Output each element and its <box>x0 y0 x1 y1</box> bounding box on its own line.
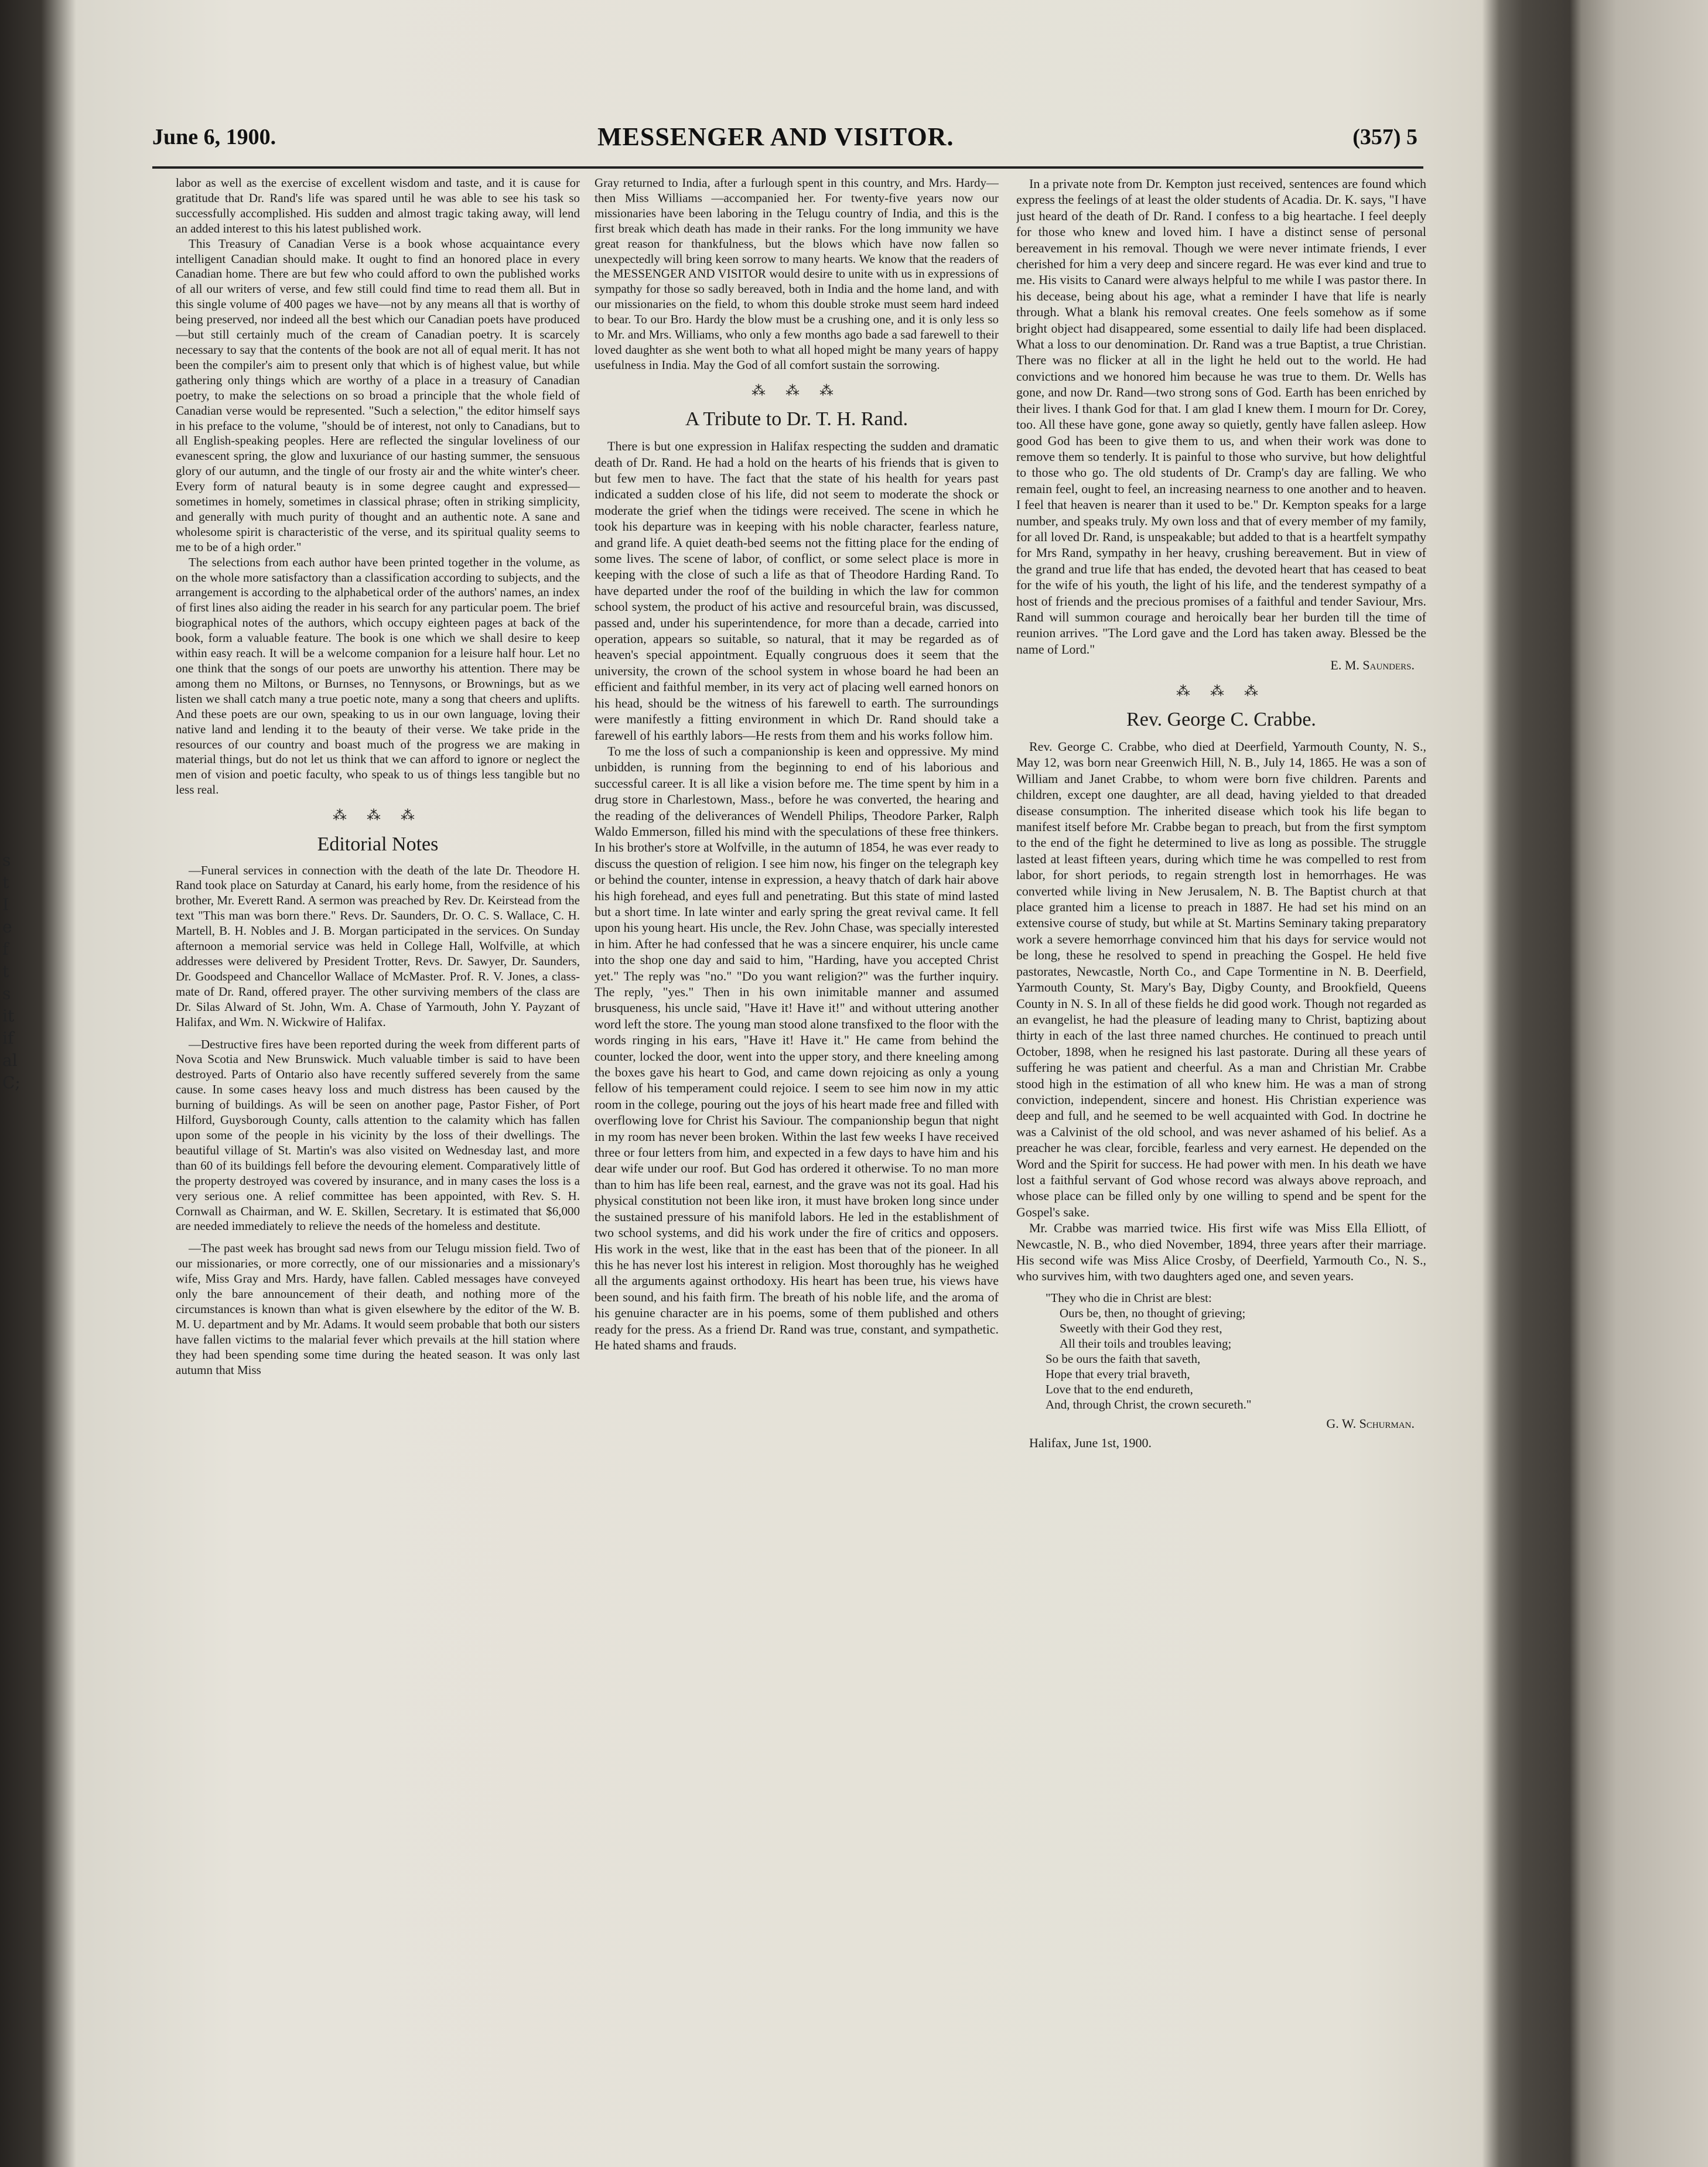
paragraph: The selections from each author have been printed together in the volume, as on the whole more satisfactory than a classification according to subjects, and the arrangement is according to the alphabetical order of the authors' names, an index of first lines also aiding the reader in his search for any particular poem. The brief biographical notes of the authors, which occupy eighteen pages at back of the book, form a valuable feature. The book is one which we shall desire to keep within easy reach. It will be a welcome companion for a leisure half hour. Let no one think that the songs of our poets are unworthy his attention. There may be among them no Miltons, or Burnses, no Tennysons, or Brownings, but as we listen we shall catch many a true poetic note, many a song that cheers and uplifts. And these poets are our own, speaking to us in our own language, loving their native land and lending it to the beauty of their verse. We take pride in the resources of our country and boast much of the progress we are making in material things, but do not let us think that we can afford to ignore or neglect the men of vision and poetic faculty, who speak to us of things less tangible but no less real. <box>176 555 580 797</box>
fragment-letter: t <box>2 873 9 892</box>
paragraph: To me the loss of such a companionship is keen and oppressive. My mind unbidden, is running from the beginning to end of his laborious and successful career. It is all like a vision before me. The time spent by him in a drug store in Charlestown, Mass., before he was converted, the hearing and the reading of the deliverances of Wendell Philips, Theodore Parker, Ralph Waldo Emmerson, filled his mind with the speculations of these free thinkers. In his brother's store at Wolfville, in the autumn of 1854, he was ever ready to discuss the question of religion. I see him now, his finger on the telegraph key or behind the counter, intense in expression, a heavy thatch of dark hair above his high forehead, and eyes full and penetrating. But this state of mind lasted but a short time. In late winter and early spring the great revival came. It fell upon his young heart. His uncle, the Rev. John Chase, was specially interested in him. After he had confessed that he was a sincere enquirer, his uncle came into the shop one day and said to him, "Harding, have you accepted Christ yet." The reply was "no." "Do you want religion?" was the further inquiry. The reply, "yes." Then in his own inimitable manner and assumed brusqueness, his uncle said, "Have it! Have it!" and without uttering another word left the store. The young man stood alone transfixed to the floor with the words ringing in his ears, "Have it! Have it." He came from behind the counter, locked the door, went into the upper story, and there kneeling among the boxes gave his heart to God, and came down rejoicing as only a young fellow of his temperament could rejoice. I seem to see him now in my attic room in the college, pouring out the joys of his heart made free and filled with overflowing love for Christ his Saviour. The companionship begun that night in my room has never been broken. Within the last few weeks I have received three or four letters from him, and expected in a few days to have him and his dear wife under our roof. But God has ordered it otherwise. To no man more than to him has life been real, earnest, and the grave was not its goal. Had his physical constitution not been like iron, it must have broken long since under the sustained pressure of his manifold labors. He led in the establishment of two school systems, and did his work under the fire of critics and opposers. His work in the west, like that in the east has been that of the pioneer. In all this he has never lost his interest in religion. Most thoroughly has he weighed all the arguments against orthodoxy. His heart has been true, his views have been sound, and his faith firm. The breath of his noble life, and the aroma of his genuine character are in his poems, some of them published and others ready for the press. As a friend Dr. Rand was true, constant, and sympathetic. He hated shams and frauds. <box>595 743 999 1352</box>
fragment-letter: if <box>2 1028 14 1048</box>
fragment-letter: f <box>2 939 9 959</box>
paragraph: Mr. Crabbe was married twice. His first wife was Miss Ella Elliott, of Newcastle, N. B., who died November, 1894, three years after their marriage. His second wife was Miss Alice Crosby, of Deerfield, Yarmouth Co., N. S., who survives him, with two daughters aged one, and seven years. <box>1016 1221 1426 1284</box>
fragment-letter: t <box>2 962 9 981</box>
paragraph: labor as well as the exercise of excellent wisdom and taste, and it is cause for gratitude that Dr. Rand's life was spared until he was able to see his task so successfully accomplished. His sudden and almost tragic taking away, will lend an added interest to this his latest published work. <box>176 176 580 235</box>
column-1 <box>176 176 580 2108</box>
issue-date: June 6, 1900. <box>152 125 276 149</box>
left-page-fragment <box>0 849 35 2167</box>
poem-line: Love that to the end endureth, <box>1046 1382 1193 1396</box>
signature: G. W. Schurman. <box>1326 1416 1415 1431</box>
fragment-letter: C; <box>2 1073 21 1092</box>
poem-line: Ours be, then, no thought of grieving; <box>1060 1305 1246 1320</box>
fragment-letter: e <box>2 917 12 936</box>
column-2 <box>595 176 999 2108</box>
fragment-letter: al <box>2 1051 18 1070</box>
section-heading-crabbe: Rev. George C. Crabbe. <box>1126 709 1316 730</box>
poem <box>1046 1290 1426 1412</box>
fragment-letter: I <box>2 895 9 914</box>
editorial-note: —The past week has brought sad news from our Telugu mission field. Two of our missionaries, or more correctly, one of our missionaries and a missionary's wife, Miss Gray and Mrs. Hardy, have fallen. Cabled messages have conveyed only the bare announcement of their death, and nothing more of the circumstances is known than what is given elsewhere by the editor of the W. B. M. U. department and by Mr. Adams. It would seem probable that both our sisters have fallen victims to the malarial fever which prevails at the hill station where they had been spending some time during the heated season. It was only last autumn that Miss <box>176 1241 580 1377</box>
column-3 <box>1016 176 1426 2108</box>
header-rule <box>152 166 1423 169</box>
paragraph: There is but one expression in Halifax respecting the sudden and dramatic death of Dr. Rand. He had a hold on the hearts of his friends that is given to but few men to have. The fact that the state of his health for years past indicated a sudden close of his life, did not seem to moderate the shock or moderate the grief when the tidings were received. The scene in which he took his departure was in keeping with his noble character, fearless nature, and grand life. A quiet death-bed seems not the fitting place for the ending of some lives. The scene of labor, of conflict, or some select place is more in keeping with the close of such a life as that of Theodore Harding Rand. To have departed under the roof of the building in which the law for common school system, the product of his active and resourceful brain, was discussed, passed and, under his superintendence, for more than a decade, carried into operation, appears so suitable, so natural, that it may be regarded as of heaven's special appointment. Equally congruous does it seem that the university, the crown of the school system in whose board he had been an efficient and faithful member, in its very act of placing well earned honors on his head, should be the witness of his farewell to earth. The surroundings were manifestly a fitting environment in which Dr. Rand should take a farewell of his earthly labors—He rests from them and his works follow him. <box>595 439 999 743</box>
fragment-letter: it <box>2 1006 15 1026</box>
paragraph: In a private note from Dr. Kempton just received, sentences are found which express the feelings of at least the older students of Acadia. Dr. K. says, "I have just heard of the death of Dr. Rand. I confess to a big heartache. I feel deeply for those who knew and loved him. I have a distinct sense of personal bereavement in his removal. Though we were never intimate friends, I ever cherished for him a very deep and sincere regard. He was ever kind and true to me. His visits to Canard were always helpful to me while I was pastor there. In his decease, being about his age, what a reminder I have that life is nearly through. What a blank his removal creates. One feels somehow as if some bright object had disappeared, some essential to daily life had been displaced. What a loss to our denomination. Dr. Rand was a true Baptist, a true Christian. There was no flicker at all in the light he held out to the world. He had convictions and we honored him because he was true to them. Dr. Wells has gone, and now Dr. Rand—two strong sons of God. Earth has been enriched by their lives. I thank God for that. I am glad I knew them. I mourn for Dr. Corey, too. All these have gone, gone away so quietly, gently have fallen asleep. How good God has been to give them to us, and when their work was done to remove them so tenderly. It is painful to those who survive, but how delightful to those who go. The old students of Dr. Cramp's day are falling. We who remain feel, ought to feel, an increasing nearness to one another and to heaven. I feel that heaven is nearer than it used to be." Dr. Kempton speaks for a large number, and speaks truly. My own loss and that of every member of my family, for all loved Dr. Rand, is unspeakable; but added to that is a heartfelt sympathy for Mrs Rand, sympathy in her heavy, crushing bereavement. But in view of the grand and true life that has ended, the devoted heart that has ceased to beat for the wife of his youth, the light of his life, and the tenderest sympathy of a host of friends and the precious promises of a faithful and tender Saviour, Mrs. Rand will summon courage and heroically bear her burden till the time of reunion arrives. "The Lord gave and the Lord has taken away. Blessed be the name of Lord." <box>1016 176 1426 657</box>
signature: E. M. Saunders. <box>1330 658 1415 673</box>
paragraph: Gray returned to India, after a furlough spent in this country, and Mrs. Hardy—then Miss Williams —accompanied her. For twenty-five years now our missionaries have been laboring in the Telugu country of India, and this is the first break which death has made in their ranks. For the long immunity we have great reason for thankfulness, but the blows which have now fallen so unexpectedly will bring keen sorrow to many hearts. We know that the readers of the MESSENGER AND VISITOR would desire to unite with us in expressions of sympathy for those so sadly bereaved, both in India and the home land, and with our missionaries on the field, to whom this double stroke must seem hard indeed to bear. To our Bro. Hardy the blow must be a crushing one, and it is only less so to Mr. and Mrs. Williams, who only a few months ago bade a sad farewell to their loved daughter as she went both to what all hoped might be many years of happy usefulness in India. May the God of all comfort sustain the sorrowing. <box>595 176 999 372</box>
poem-line: And, through Christ, the crown secureth." <box>1046 1397 1252 1411</box>
section-heading-tribute: A Tribute to Dr. T. H. Rand. <box>685 408 908 430</box>
editorial-note: —Destructive fires have been reported during the week from different parts of Nova Scotia and New Brunswick. Much valuable timber is said to have been destroyed. Parts of Ontario also have recently suffered severely from the same cause. In some cases heavy loss and much distress has been caused by the burning of buildings. As will be seen on another page, Pastor Fisher, of Port Hilford, Guysborough County, calls attention to the calamity which has fallen upon some of the people in his vicinity by the loss of their dwellings. The beautiful village of St. Martin's was also visited on Wednesday last, and more than 60 of its buildings fell before the devouring element. Comparatively little of the property destroyed was covered by insurance, and in many cases the loss is a very serious one. A relief committee has been appointed, with Rev. S. H. Cornwall as Chairman, and W. E. Skillen, Secretary. It is estimated that $6,000 are needed immediately to relieve the needs of the homeless and destitute. <box>176 1037 580 1233</box>
poem-line: All their toils and troubles leaving; <box>1060 1336 1232 1351</box>
section-ornament: ⁂ ⁂ ⁂ <box>1176 683 1266 699</box>
section-ornament: ⁂ ⁂ ⁂ <box>333 808 423 824</box>
page-number: (357) 5 <box>1352 125 1417 149</box>
paragraph: Rev. George C. Crabbe, who died at Deerfield, Yarmouth County, N. S., May 12, was born near Greenwich Hill, N. B., July 14, 1865. He was a son of William and Janet Crabbe, to whom were born five children. Parents and children, except one daughter, are all dead, having yielded to that dreaded disease consumption. The inherited disease which took his life began to manifest itself before Mr. Crabbe began to preach, but from the first symptom to the end of the fight he determined to live as long as possible. The struggle lasted at least fifteen years, during which time he was compelled to rest from labor, for short periods, to regain strength lost in hemorrhages. He was converted while living in New Jerusalem, N. B. The Baptist church at that place granted him a license to preach in 1887. He had set his mind on an extensive course of study, but while at St. Martins Seminary taking preparatory work a severe hemorrhage convinced him that his days for service would not be long, these he resolved to spend in preaching the Gospel. He held five pastorates, Newcastle, North Co., and Cape Tormentine in N. B. Deerfield, Yarmouth County, St. Mary's Bay, Digby County, and Brookfield, Queens County in N. S. In all of these fields he did good work. Though not regarded as an evangelist, he had the pleasure of leading many to Christ, baptizing about thirty in each of the last three named churches. He continued to preach until October, 1898, when he resigned his last pastorate. During all these years of suffering he was patient and cheerful. As a man and Christian Mr. Crabbe stood high in the estimation of all who knew him. He was a man of strong conviction, independent, sincere and honest. His Christian experience was deep and full, and he seemed to be well acquainted with God. In doctrine he was a Calvinist of the old school, and was never ashamed of his belief. As a preacher he was clear, forcible, fearless and very earnest. He depended on the Word and the Spirit for success. He had power with men. In his death we have lost a faithful servant of God whose record was always above reproach, and whose place can be filled only by one willing to spend and be spent for the Gospel's sake. <box>1016 739 1426 1219</box>
page-header <box>152 124 1417 159</box>
poem-line: "They who die in Christ are blest: <box>1046 1290 1212 1305</box>
paragraph: This Treasury of Canadian Verse is a book whose acquaintance every intelligent Canadian should make. It ought to find an honored place in every Canadian home. There are but few who could afford to own the published works of all our writers of verse, and few still could find time to read them all. But in this single volume of 400 pages we have—not by any means all that is worthy of being preserved, nor indeed all the best which our Canadian poets have produced—but still certainly much of the cream of Canadian poetry. It is scarcely necessary to say that the contents of the book are not all of equal merit. It has not been the compiler's aim to present only that which is of highest value, but while gathering only things which are worthy of a place in a treasury of Canadian poetry, to make the selections on so broad a principle that the whole field of Canadian verse would be represented. "Such a selection," the editor himself says in his preface to the volume, "should be of interest, not only to Canadians, but to all English-speaking peoples. Here are reflected the singular loveliness of our evanescent spring, the glow and luxuriance of our hasting summer, the sensuous glory of our autumn, and the tingle of our frosty air and the white winter's cheer. Every form of natural beauty is in some degree caught and expressed—sometimes in homely, sometimes in classical phrase; often in striking simplicity, and generally with much purity of thought and an authentic note. A sane and wholesome spirit is characteristic of the verse, and its spiritual quality seems to me to be of a high order." <box>176 236 580 554</box>
section-ornament: ⁂ ⁂ ⁂ <box>751 383 842 399</box>
poem-line: Hope that every trial braveth, <box>1046 1366 1190 1381</box>
dateline: Halifax, June 1st, 1900. <box>1029 1435 1152 1451</box>
masthead-title: MESSENGER AND VISITOR. <box>597 122 954 151</box>
poem-line: Sweetly with their God they rest, <box>1060 1321 1222 1335</box>
section-heading-editorial-notes: Editorial Notes <box>317 833 439 855</box>
fragment-letter: s <box>2 984 11 1003</box>
fragment-letter: s <box>2 850 11 870</box>
editorial-note: —Funeral services in connection with the death of the late Dr. Theodore H. Rand took place on Saturday at Canard, his early home, from the residence of his brother, Mr. Everett Rand. A sermon was preached by Rev. Dr. Keirstead from the text "This man was born there." Revs. Dr. Saunders, Dr. O. C. S. Wallace, C. H. Martell, B. H. Nobles and J. B. Morgan participated in the services. On Sunday afternoon a memorial service was held in College Hall, Wolfville, at which addresses were delivered by President Trotter, Revs. Dr. Sawyer, Dr. Saunders, Dr. Goodspeed and Chancellor Wallace of McMaster. Prof. R. V. Jones, a class-mate of Dr. Rand, offered prayer. The other surviving members of the class are Dr. Silas Alward of St. John, Wm. A. Chase of Yarmouth, John Y. Payzant of Halifax, and Wm. N. Wickwire of Halifax. <box>176 863 580 1029</box>
poem-line: So be ours the faith that saveth, <box>1046 1351 1201 1366</box>
